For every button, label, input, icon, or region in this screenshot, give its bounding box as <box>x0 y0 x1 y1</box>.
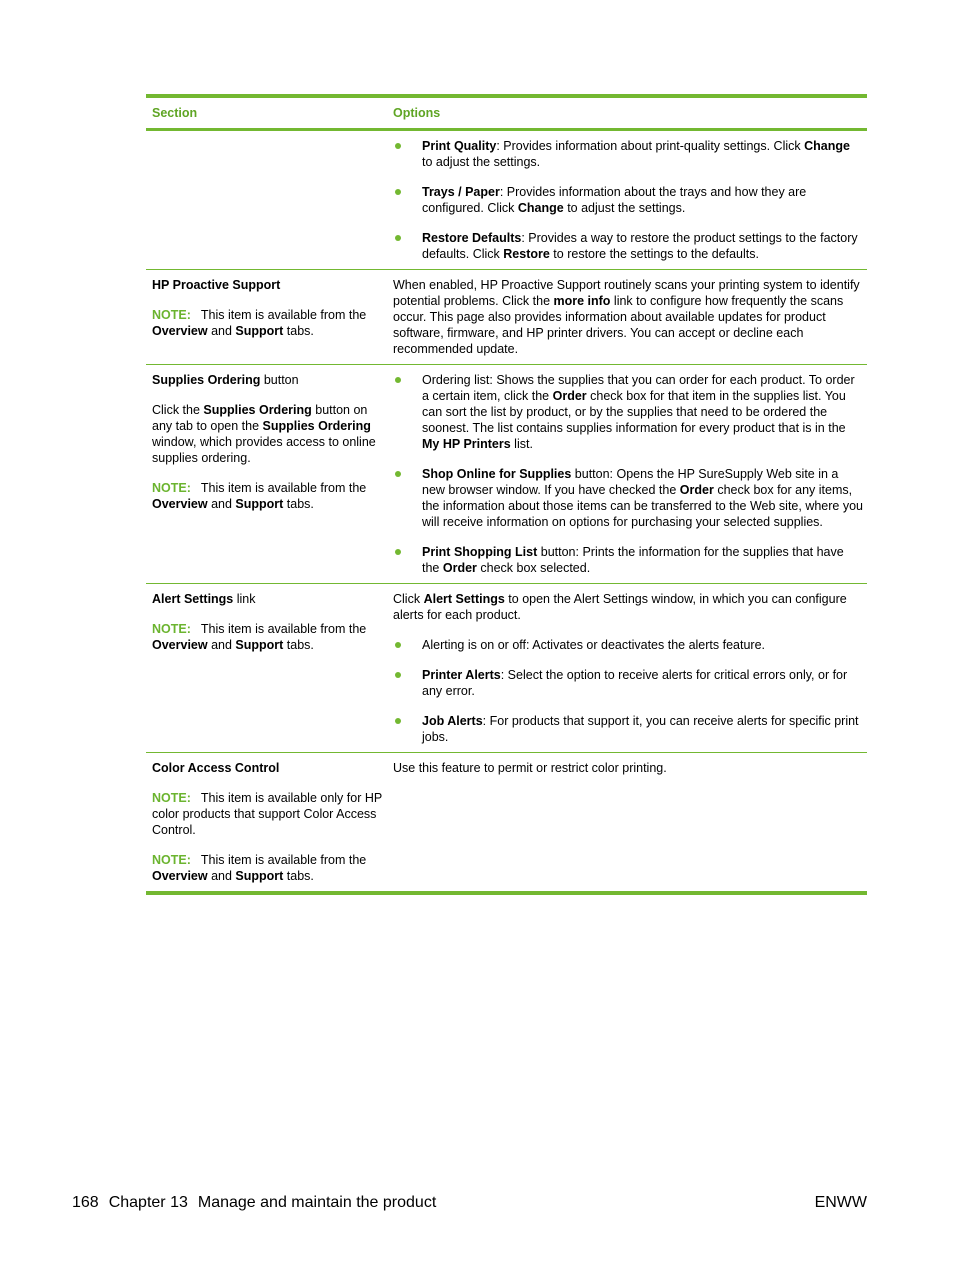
note: NOTE: This item is available only for HP color products that support Color Access Control. <box>152 791 382 837</box>
table-row <box>146 270 867 364</box>
table-row <box>146 584 867 752</box>
description: Use this feature to permit or restrict color printing. <box>393 761 667 775</box>
section-description: Click the Supplies Ordering button on any tab to open the Supplies Ordering window, which provides access to online supplies ordering. <box>152 403 376 465</box>
list-item: Printer Alerts: Select the option to receive alerts for critical errors only, or for any error. <box>393 667 863 699</box>
footer-right: ENWW <box>814 1194 867 1211</box>
options-cell <box>386 131 867 269</box>
bullet-icon <box>395 143 401 149</box>
list-item: Job Alerts: For products that support it, you can receive alerts for specific print jobs. <box>393 713 863 745</box>
bullet-icon <box>395 549 401 555</box>
section-title: Supplies Ordering button <box>152 373 299 387</box>
section-cell <box>146 365 386 583</box>
list-item: Trays / Paper: Provides information about the trays and how they are configured. Click Change to adjust the settings. <box>393 184 863 216</box>
note: NOTE: This item is available from the Overview and Support tabs. <box>152 622 367 652</box>
chapter-title: Manage and maintain the product <box>197 1194 437 1211</box>
chapter-label: Chapter 13 <box>108 1194 188 1211</box>
section-cell <box>146 753 386 891</box>
description: Click Alert Settings to open the Alert Settings window, in which you can configure alerts for each product. <box>393 592 847 622</box>
bullet-icon <box>395 718 401 724</box>
list-item: Print Shopping List button: Prints the information for the supplies that have the Order check box selected. <box>393 544 863 576</box>
section-title: HP Proactive Support <box>152 278 281 292</box>
options-list <box>393 138 863 262</box>
table-header-row <box>146 98 867 128</box>
table-bottom-rule <box>146 891 867 895</box>
bullet-icon <box>395 642 401 648</box>
table-row <box>146 365 867 583</box>
section-cell <box>146 131 386 269</box>
list-item: Print Quality: Provides information about print-quality settings. Click Change to adjust the settings. <box>393 138 863 170</box>
page-footer <box>72 1193 867 1213</box>
list-item: Restore Defaults: Provides a way to restore the product settings to the factory defaults. Click Restore to restore the settings to the defaults. <box>393 230 863 262</box>
options-cell <box>386 270 867 364</box>
bullet-icon <box>395 189 401 195</box>
table-row <box>146 131 867 269</box>
section-title: Alert Settings link <box>152 592 256 606</box>
footer-left <box>72 1193 436 1213</box>
section-cell <box>146 270 386 364</box>
header-section: Section <box>152 106 198 120</box>
bullet-icon <box>395 471 401 477</box>
list-item: Alerting is on or off: Activates or deactivates the alerts feature. <box>393 637 863 653</box>
options-list <box>393 637 863 745</box>
bullet-icon <box>395 672 401 678</box>
list-item: Ordering list: Shows the supplies that you can order for each product. To order a certain item, click the Order check box for that item in the supplies list. You can sort the list by product, or by the supplies that need to be ordered the soonest. The list contains supplies information for every product that is in the My HP Printers list. <box>393 372 863 452</box>
section-cell <box>146 584 386 752</box>
bullet-icon <box>395 377 401 383</box>
table-row <box>146 753 867 891</box>
options-cell <box>386 584 867 752</box>
list-item: Shop Online for Supplies button: Opens the HP SureSupply Web site in a new browser window. If you have checked the Order check box for any items, the information about those items can be transferred to the Web site, where you will receive information on options for purchasing your selected supplies. <box>393 466 863 530</box>
bullet-icon <box>395 235 401 241</box>
note: NOTE: This item is available from the Overview and Support tabs. <box>152 308 367 338</box>
section-title: Color Access Control <box>152 761 280 775</box>
note: NOTE: This item is available from the Overview and Support tabs. <box>152 853 367 883</box>
options-cell <box>386 753 867 891</box>
description: When enabled, HP Proactive Support routinely scans your printing system to identify potential problems. Click the more info link to configure how frequently the scans occur. This page also provides information about available updates for product software, firmware, and HP printer drivers. You can accept or decline each recommended update. <box>393 278 860 356</box>
header-options: Options <box>393 106 441 120</box>
options-list <box>393 372 863 576</box>
options-cell <box>386 365 867 583</box>
page-number: 168 <box>72 1194 99 1211</box>
note: NOTE: This item is available from the Overview and Support tabs. <box>152 481 367 511</box>
options-table <box>146 94 867 895</box>
